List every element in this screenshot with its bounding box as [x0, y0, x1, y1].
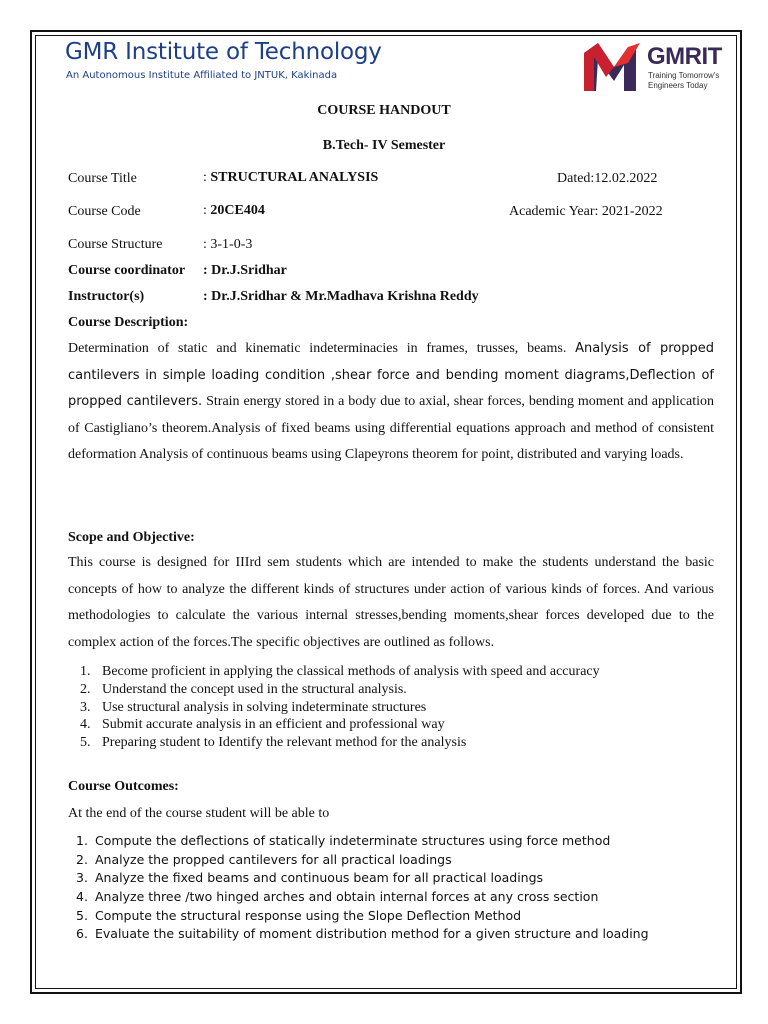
objective-item: 5. Preparing student to Identify the relevant method for the analysis: [80, 735, 467, 751]
course-structure-label: Course Structure: [68, 237, 163, 252]
description-part3: Strain energy stored in a body due to axial, shear forces, bending moment and application of Castigliano’s theorem.Analysis of fixed beams using differential equations approach and method of consistent deformation Analysis of continuous beams using Clapeyrons theorem for point, distributed and varying loads.: [68, 394, 715, 462]
scope-heading: Scope and Objective:: [68, 530, 195, 545]
outcome-item: 6. Evaluate the suitability of moment distribution method for a given structure and loading: [76, 926, 649, 942]
course-code-value-wrap: : 20CE404: [203, 203, 265, 218]
outcome-item: 1. Compute the deflections of statically indeterminate structures using force method: [76, 833, 611, 848]
dated: Dated:12.02.2022: [557, 171, 658, 186]
description-part2: Analysis of propped cantilevers in simple loading condition ,shear force and bending moment diagrams,Deflection of propped cantilevers.: [68, 341, 715, 409]
outcome-item: 4. Analyze three /two hinged arches and obtain internal forces at any cross section: [76, 889, 599, 905]
instructors-value: : Dr.J.Sridhar & Mr.Madhava Krishna Reddy: [203, 289, 479, 304]
coordinator-value: : Dr.J.Sridhar: [203, 263, 287, 278]
institute-name: GMR Institute of Technology: [65, 39, 382, 65]
gmrit-logo-mark-icon: [584, 43, 640, 93]
objective-item: 2. Understand the concept used in the structural analysis.: [80, 681, 407, 697]
objectives-list: [80, 663, 600, 752]
course-structure-value: : 3-1-0-3: [203, 237, 253, 252]
objective-item: 1. Become proficient in applying the classical methods of analysis with speed and accuracy: [80, 664, 600, 679]
institute-subtitle: An Autonomous Institute Affiliated to JNTUK, Kakinada: [66, 70, 338, 81]
doc-title: COURSE HANDOUT: [317, 103, 451, 118]
objective-item: 3. Use structural analysis in solving indeterminate structures: [80, 699, 427, 715]
academic-year: Academic Year: 2021-2022: [509, 204, 663, 219]
outcomes-intro: At the end of the course student will be able to: [68, 806, 330, 821]
gmrit-logo: [584, 43, 732, 93]
description-heading: Course Description:: [68, 315, 189, 330]
description-part1: Determination of static and kinematic indeterminacies in frames, trusses, beams.: [68, 341, 576, 356]
scope-text: This course is designed for IIIrd sem students which are intended to make the students understand the basic concepts of how to analyze the different kinds of structures under action of various kinds of forces. And various methodologies to calculate the various internal stresses,bending moments,shear forces developed due to the complex action of the forces.The specific objectives are outlined as follows.: [68, 555, 714, 650]
coordinator-label: Course coordinator: [68, 263, 186, 278]
course-title-value: STRUCTURAL ANALYSIS: [210, 170, 379, 185]
semester-title: B.Tech- IV Semester: [322, 138, 446, 153]
description-text: [68, 336, 714, 469]
outcome-item: 5. Compute the structural response using the Slope Deflection Method: [76, 907, 522, 923]
course-code-label: Course Code: [68, 204, 141, 219]
outcomes-list: [76, 832, 649, 944]
logo-text: GMRIT: [647, 43, 722, 70]
outcome-item: 2. Analyze the propped cantilevers for all practical loadings: [76, 851, 452, 867]
outcome-item: 3. Analyze the fixed beams and continuous beam for all practical loadings: [76, 870, 544, 886]
logo-tagline-line2: Engineers Today: [648, 81, 708, 90]
logo-tagline-line1: Training Tomorrow's: [648, 71, 720, 80]
outcomes-heading: Course Outcomes:: [68, 779, 179, 794]
course-title-label: Course Title: [68, 171, 137, 186]
objective-item: 4. Submit accurate analysis in an efficient and professional way: [80, 717, 445, 733]
course-code-value: 20CE404: [210, 203, 265, 218]
instructors-label: Instructor(s): [68, 289, 145, 304]
course-title-value-wrap: : STRUCTURAL ANALYSIS: [203, 170, 379, 185]
